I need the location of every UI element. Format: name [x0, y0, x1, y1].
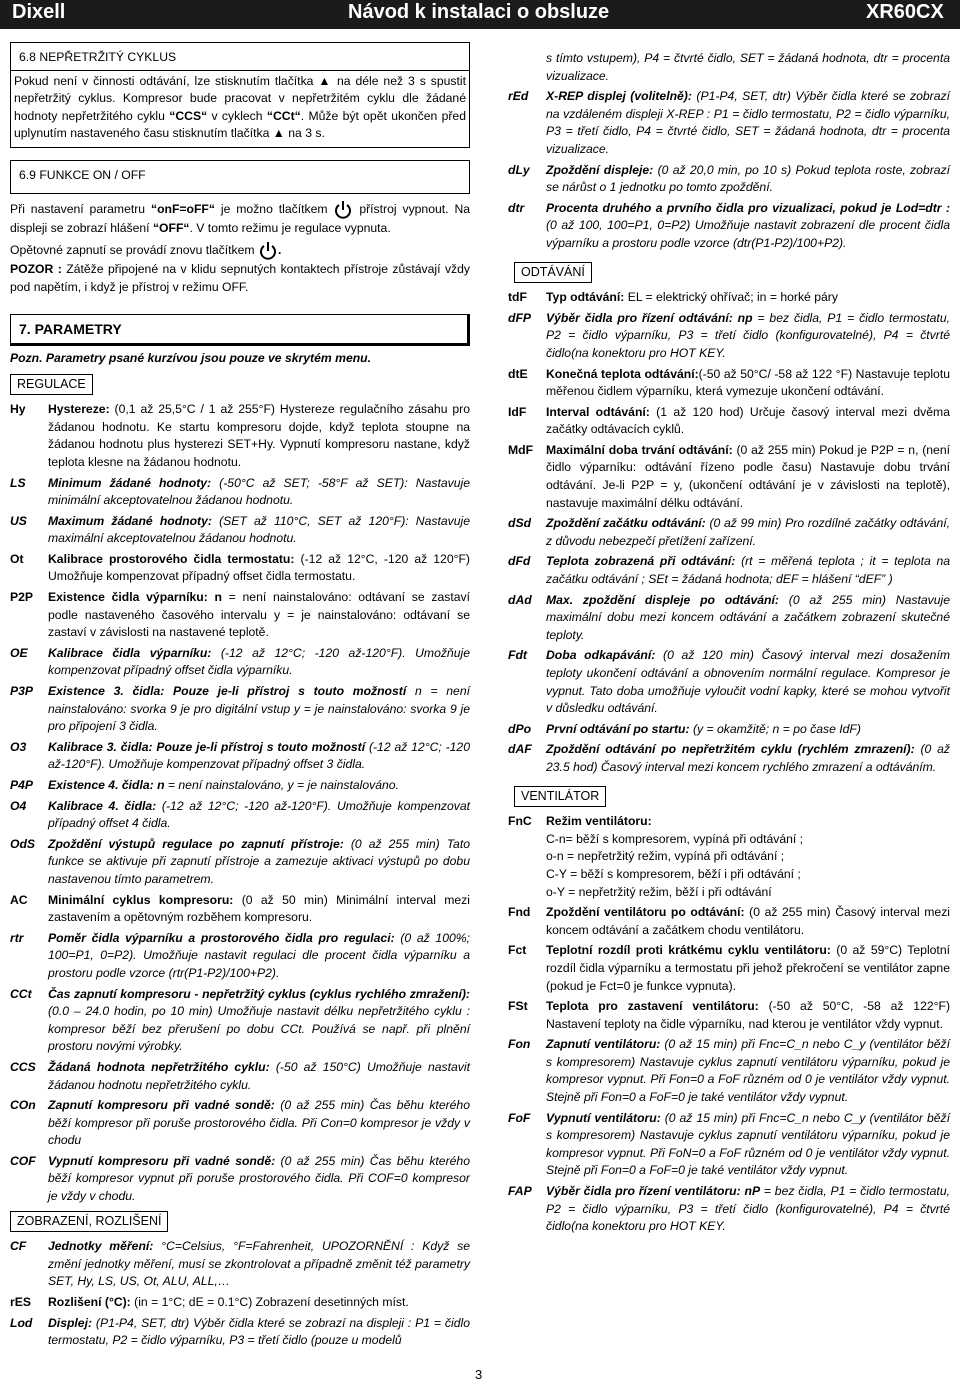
param-code: rEd: [508, 89, 529, 104]
param-label: Minimum žádané hodnoty:: [48, 475, 212, 490]
param-description: s tímto vstupem), P4 = čtvrté čidlo, SET = žádaná hodnota, dtr = procenta vizualizace.: [546, 51, 950, 83]
param-label: Maximální doba trvání odtávání:: [546, 442, 733, 457]
zobrazeni-list: [10, 1238, 470, 1350]
section-7-title: 7. PARAMETRY: [10, 314, 470, 346]
param-code: P3P: [10, 684, 34, 699]
param-description: (-12 až 12°C, -120 až 120°F) Umožňuje kompenzovat případný offset čidla termostatu.: [48, 551, 470, 584]
param-label: Poměr čidla výparníku a prostorového čidla pro regulaci:: [48, 930, 395, 945]
param-label: Zpoždění odtávání po nepřetržitém cyklu (rychlém zmrazení):: [546, 742, 915, 757]
param-code: dFP: [508, 310, 532, 325]
param-description: (rt = měřená teplota ; it = teplota na začátku odtávání ; SEt = žádaná hodnota; dEF = hlášení “dEF” ): [546, 554, 950, 587]
param-code: dtE: [508, 366, 528, 381]
param-code: Ot: [10, 551, 24, 566]
param-code: dPo: [508, 721, 532, 736]
model-name: XR60CX: [866, 1, 944, 23]
param-code: Hy: [10, 402, 26, 417]
param-code: LS: [10, 475, 26, 490]
param-entry: [10, 645, 470, 680]
param-label: Vypnutí kompresoru při vadné sondě:: [48, 1153, 276, 1168]
param-label: Zpoždění začátku odtávání:: [546, 516, 706, 531]
param-entry: [10, 986, 470, 1056]
param-description: n = není nainstalováno: svorka 9 je pro digitální vstup y = je nainstalováno: svorka 9 je pro připojení 3 čidla.: [48, 684, 471, 734]
param-description: (0 až 255 min) Pokud je P2P = n, (není čidlo výparníku: odtávání řízeno podle času) Nastavuje dobu trvání odtávání. Je-li P2P = y, (ukončení odtávání je v závislosti na teplotě), nastavuje maximální délku odtávání.: [546, 442, 950, 510]
param-code: AC: [10, 892, 28, 907]
param-code: US: [10, 513, 27, 528]
param-entry: [10, 513, 470, 548]
param-code: OE: [10, 645, 28, 660]
param-code: IdF: [508, 404, 527, 419]
param-description: EL = elektrický ohřívač; in = horké páry: [624, 290, 838, 305]
param-entry: [508, 366, 950, 401]
param-label: První odtávání po startu:: [546, 721, 690, 736]
param-label: Typ odtávání:: [546, 290, 625, 305]
param-entry: [508, 647, 950, 717]
param-label: Zapnutí ventilátoru:: [546, 1037, 661, 1052]
param-description: (0 až 15 min) při Fnc=C_n nebo C_y (ventilátor běží s kompresorem) Nastavuje cyklus zapnutí ventilátoru výparníku, pokud je kompresor vypnut. Při Fon=0 a FoF různém od 0 je ventilátor vždy vypnut. Stejně při Fon=0 a FoF=0 je také ventilátor vždy vypnut.: [546, 1037, 951, 1105]
param-label: Zpoždění displeje:: [546, 162, 654, 177]
param-entry: [10, 836, 470, 889]
param-label: Kalibrace prostorového čidla termostatu:: [48, 551, 295, 566]
param-label: Konečná teplota odtávání:: [546, 366, 699, 381]
section-6-9-body: Při nastavení parametru “onF=oFF“ je možno tlačítkem přístroj vypnout. Na displeji se zobrazí hlášení “OFF“. V tomto režimu je regulace vypnuta. Opětovné zapnutí se provádí znovu tlačítkem . POZOR : Zátěže připojené na v klidu sepnutých kontaktech přístroje zůstávají vždy pod napětím, i když je přístroj v režimu OFF.: [10, 200, 470, 297]
param-code: FAP: [508, 1184, 532, 1199]
param-description: (0 až 255 min) Čas běhu kterého běží kompresor při poruše prostorového čidla. Při Con=0 kompresor je vždy v chodu: [48, 1098, 470, 1148]
param-label: Kalibrace 4. čidla:: [48, 798, 157, 813]
document-title: Návod k instalaci o obsluze: [348, 1, 610, 23]
regulace-list: [10, 401, 470, 1206]
param-entry: [10, 739, 470, 774]
param-entry: [508, 553, 950, 588]
section-6-9: [10, 160, 470, 194]
param-code: MdF: [508, 442, 534, 457]
param-entry: [10, 892, 470, 927]
param-entry: [508, 404, 950, 439]
param-entry: [508, 200, 950, 253]
param-description: (0,1 až 25,5°C / 1 až 255°F) Hystereze regulačního zásahu pro žádanou hodnotu. Ke startu kompresoru dojde, když teplota stoupne na žádanou hodnotu plus hysterezi SET+Hy. Vypnutí kompresoru nastane, když teplota klesne na žádanou hodnotu.: [48, 402, 470, 469]
param-code: Fon: [508, 1037, 531, 1052]
param-description: (0 až 15 min) při Fnc=C_n nebo C_y (ventilátor běží s kompresorem) Nastavuje cyklus zapnutí ventilátoru výparníku, pokud je kompresor vypnut. Při FoN=0 a FoF různém od 0 je ventilátor vždy vypnut. Stejně při Fon=0 a FoF=0 je také ventilátor vždy vypnut.: [546, 1110, 950, 1178]
param-description: (0 až 255 min) Tato funkce se aktivuje při zapnutí přístroje a zamezuje aktivaci výstupů po dobu nastavenou tímto parametrem.: [48, 836, 470, 886]
right-column: [508, 50, 950, 1239]
param-label: Čas zapnutí kompresoru - nepřetržitý cyklus (cyklus rychlého zmražení):: [48, 986, 470, 1001]
param-code: FoF: [508, 1110, 531, 1125]
param-code: tdF: [508, 290, 527, 305]
param-label: Existence čidla výparníku: n: [48, 590, 222, 605]
parameters-note: Pozn. Parametry psané kurzívou jsou pouze ve skrytém menu.: [10, 350, 372, 365]
param-label: Žádaná hodnota nepřetržitého cyklu:: [48, 1059, 270, 1074]
param-code: Fct: [508, 943, 527, 958]
param-label: Hystereze:: [48, 402, 110, 417]
param-code: dtr: [508, 200, 525, 215]
param-label: Teplota zobrazená při odtávání:: [546, 554, 736, 569]
param-code: COF: [10, 1153, 36, 1168]
param-code: rES: [10, 1295, 32, 1310]
odtavani-heading: ODTÁVÁNÍ: [514, 262, 592, 284]
param-label: Teplotní rozdíl proti krátkému cyklu ventilátoru:: [546, 943, 831, 958]
param-entry: [508, 1183, 950, 1236]
brand-name: Dixell: [12, 1, 66, 23]
param-entry: [508, 592, 950, 645]
param-entry: [508, 1110, 950, 1180]
param-entry: [10, 589, 470, 642]
regulace-heading: REGULACE: [10, 374, 93, 396]
param-entry: [508, 442, 950, 512]
param-entry: [508, 741, 950, 776]
param-description: = není nainstalováno, y = je nainstalováno.: [164, 778, 399, 792]
param-entry: [508, 998, 950, 1033]
param-label: Zapnutí kompresoru při vadné sondě:: [48, 1098, 275, 1113]
param-label: Existence 4. čidla: n: [48, 778, 165, 792]
param-code: dLy: [508, 162, 530, 177]
param-entry: [10, 401, 470, 471]
param-entry: [10, 1153, 470, 1206]
param-label: Minimální cyklus kompresoru:: [48, 892, 234, 907]
ventilator-heading: VENTILÁTOR: [514, 786, 606, 808]
param-entry: [508, 162, 950, 197]
param-entry-fnc: FnC Režim ventilátoru: C-n= běží s kompresorem, vypíná při odtávání ; o-n = nepřetržitý režim, vypíná při odtávání ; C-Y = běží s kompresorem, běží i při odtávání ; o-Y = nepřetržitý režim, běží i při odtávání: [508, 814, 804, 899]
param-entry: [10, 1294, 470, 1312]
param-entry: [10, 1315, 470, 1350]
param-code: CCt: [10, 986, 32, 1001]
param-entry: [10, 1238, 470, 1291]
param-description: (0.0 – 24.0 hodin, po 10 min) Umožňuje nastavit délku nepřetržitého cyklu : kompresor běží bez přerušení po dobu CCt. Používá se např. při plnění prostoru novými výrobky.: [48, 1004, 470, 1054]
param-code: CCS: [10, 1059, 36, 1074]
ventilator-list: [508, 904, 950, 1236]
param-label: Maximum žádané hodnoty:: [48, 513, 212, 528]
param-code: Fnd: [508, 905, 531, 920]
param-description: (-50°C až SET; -58°F až SET): Nastavuje minimální akceptovatelnou žádanou hodnotu.: [48, 475, 470, 508]
param-label: Max. zpoždění displeje po odtávání:: [546, 592, 779, 607]
param-description: (-12 až 12°C; -120 až-120°F). Umožňuje kompenzovat případný offset 4 čidla.: [48, 798, 470, 831]
param-entry: [508, 721, 950, 739]
param-label: Displej:: [48, 1315, 93, 1330]
param-entry: [508, 1036, 950, 1106]
param-entry: [508, 904, 950, 939]
param-code: dSd: [508, 516, 532, 531]
param-entry: [10, 475, 470, 510]
param-label: Výběr čidla pro řízení odtávání: np: [546, 310, 753, 325]
param-label: Rozlišení (°C):: [48, 1295, 131, 1310]
param-label: Existence 3. čidla: Pouze je-li přístroj s touto možností: [48, 684, 407, 699]
param-entry: [508, 50, 950, 85]
param-description: (y = okamžitě; n = po čase IdF): [689, 721, 861, 736]
param-description: (in = 1°C; dE = 0.1°C) Zobrazení desetinných míst.: [130, 1295, 409, 1310]
param-description: (-50 až 150°C) Umožňuje nastavit žádanou hodnotu nepřetržitého cyklu.: [48, 1059, 470, 1092]
param-entry: [508, 289, 950, 307]
page-number: 3: [475, 1367, 483, 1382]
param-description: (0 až 23.5 hod) Časový interval mezi koncem rychlého zmrazení a odtáváním.: [546, 742, 951, 774]
param-entry: [10, 1059, 470, 1094]
param-code: rtr: [10, 930, 24, 945]
param-description: (0 až 59°C) Teplotní rozdíl čidla výparníku a termostatu při jehož překročení se ventilátor zapne (pokud je Fct=0 je funkce vypnuta).: [546, 943, 950, 993]
param-entry: [508, 88, 950, 158]
param-description: (0 až 99 min) Pro rozdílné začátky odtávání, z důvodu nebezpečí přetížení zařízení.: [546, 516, 950, 548]
zobrazeni-heading: ZOBRAZENÍ, ROZLIŠENÍ: [10, 1211, 168, 1233]
param-description: (-50 až 50°C, -58 až 122°F) Nastavení teploty na čidle výparníku, nad kterou je ventilátor vždy vypnut.: [546, 999, 950, 1031]
param-description: °C=Celsius, °F=Fahrenheit, UPOZORNĚNÍ : Když se změní jednotky měření, musí se zkontrolovat a případně změnit též parametry SET, Hy, LS, US, Ot, ALU, ALL,…: [48, 1239, 470, 1289]
param-description: (0 až 255 min) Nastavuje maximální dobu mezi koncem odtávání a začátkem zobrazení skutečné teploty.: [546, 592, 950, 642]
param-label: Teplota pro zastavení ventilátoru:: [546, 999, 759, 1014]
param-description: (0 až 255 min) Čas běhu kterého běží kompresor vypnut při poruše prostorového čidla. Při COF=0 kompresor je vždy v chodu.: [48, 1153, 470, 1204]
param-code: dAF: [508, 742, 532, 757]
param-label: Kalibrace 3. čidla: Pouze je-li přístroj s touto možností: [48, 739, 366, 754]
odtavani-list: [508, 289, 950, 776]
power-icon: [333, 200, 353, 220]
param-description: (-12 až 12°C; -120 až-120°F). Umožňuje kompenzovat případný offset čidla výparníku.: [48, 645, 470, 678]
section-6-8-title: 6.8 NEPŘETRŽITÝ CYKLUS: [19, 50, 177, 64]
param-code: P4P: [10, 778, 34, 792]
param-description: (0 až 100%; 100=P1, 0=P2). Umožňuje nastavit regulaci dle procent čidla výparníku a prostoru podle vzorce (rtr(P1-P2)/100+P2).: [48, 930, 470, 980]
param-code: FSt: [508, 999, 528, 1014]
param-label: Jednotky měření:: [48, 1239, 154, 1254]
param-label: Doba odkapávání:: [546, 648, 656, 663]
param-description: (0 až 50 min) Minimální interval mezi zastavením a opětovným rozběhem kompresoru.: [48, 892, 470, 925]
param-description: (P1-P4, SET, dtr) Výběr čidla které se zobrazí na displeji : P1 = čidlo termostatu, P2 = čidlo výparníku, P3 = třetí čidlo (pouze u modelů: [48, 1315, 470, 1348]
left-column: [10, 42, 470, 1353]
param-label: Vypnutí ventilátoru:: [546, 1110, 661, 1125]
page-header: [0, 0, 960, 29]
param-code: O3: [10, 739, 27, 754]
param-description: (0 až 120 min) Časový interval mezi dosažením teploty ukončení odtávání a obnovením normální regulace. Kompresor je vypnut. Tato doba umožňuje vyloučit vodní kapky, které se mohou vytvořit v důsledku odtávání.: [546, 648, 950, 716]
param-code: CF: [10, 1239, 27, 1254]
param-code: O4: [10, 798, 27, 813]
param-code: dAd: [508, 592, 532, 607]
param-label: Procenta druhého a prvního čidla pro vizualizaci, pokud je Lod=dtr :: [546, 200, 950, 215]
param-label: Kalibrace čidla výparníku:: [48, 645, 212, 660]
power-icon: [258, 241, 278, 261]
param-entry: [508, 942, 950, 995]
up-arrow-icon: ▲: [318, 73, 333, 88]
param-label: Zpoždění výstupů regulace po zapnutí přístroje:: [48, 836, 344, 851]
param-description: (0 až 20,0 min, po 10 s) Pokud teplota roste, zobrazí se nárůst o 1 jednotku po tomto zpoždění.: [546, 162, 951, 195]
section-6-9-title: 6.9 FUNKCE ON / OFF: [19, 167, 146, 182]
param-code: Fdt: [508, 648, 527, 663]
param-code: dFd: [508, 554, 531, 569]
param-code: Lod: [10, 1315, 33, 1330]
param-entry: [10, 1097, 470, 1150]
section-6-8: [10, 42, 470, 148]
param-code: OdS: [10, 836, 36, 851]
param-entry: [10, 930, 470, 983]
param-description: (P1-P4, SET, dtr) Výběr čidla které se zobrazí na vzdáleném displeji X-REP : P1 = čidlo termostatu, P2 = čidlo výparníku, P3 = třetí čidlo, P4 = čtvrté čidlo, SET = žádaná hodnota, dtr = procenta vizualizace.: [546, 89, 950, 156]
param-label: Výběr čidla pro řízení ventilátoru: nP: [546, 1184, 761, 1199]
param-entry: [10, 683, 470, 736]
param-description: (1 až 120 hod) Určuje časový interval mezi dvěma začátky odtávacích cyklů.: [546, 404, 950, 437]
param-description: (0 až 100, 100=P1, 0=P2) Umožňuje nastavit zobrazení dle procent čidla výparníku a prostoru podle vzorce (dtr(P1-P2)/100+P2).: [546, 218, 950, 250]
param-code: COn: [10, 1098, 36, 1113]
param-label: Zpoždění ventilátoru po odtávání:: [546, 905, 745, 920]
param-entry: [10, 777, 470, 795]
display-params-list: [508, 50, 950, 253]
param-code: [508, 50, 546, 85]
param-description: (0 až 255 min) Časový interval mezi koncem odtávání a začátkem chodu ventilátoru.: [546, 905, 951, 937]
param-entry: [508, 310, 950, 363]
param-entry: [10, 551, 470, 586]
param-label: X-REP displej (volitelně):: [546, 89, 692, 104]
param-description: = bez čidla, P1 = čidlo termostatu, P2 = čidlo výparníku, P3 = třetí čidlo (konfigurovatelné), P4 = čtvrté čidlo(na konektoru pro HOT KEY.: [546, 310, 950, 360]
param-description: = není nainstalováno: odtávaní se zastaví podle nastaveného časového intervalu y = je nainstalováno: odtávaní se zastaví v závislosti na nastavené teplotě.: [48, 590, 470, 640]
param-entry: [508, 515, 950, 550]
param-label: Interval odtávání:: [546, 404, 650, 419]
up-arrow-icon: ▲: [272, 126, 285, 141]
section-6-8-body: Pokud není v činnosti odtávání, lze stisknutím tlačítka ▲ na déle než 3 s spustit nepřetržitý cyklus. Kompresor bude pracovat v nepřetržitém cyklu dle žádané hodnoty nepřetržitého cyklu “CCS“ v cyklech “CCt“. Může být opět ukončen před uplynutím nastaveného času stisknutím tlačítka ▲ na 3 s.: [11, 70, 469, 147]
param-description: (-12 až 12°C; -120 až-120°F). Umožňuje kompenzovat případný offset 3 čidla.: [48, 739, 470, 772]
param-description: (SET až 110°C, SET až 120°F): Nastavuje maximální akceptovatelnou žádanou hodnotu.: [48, 513, 470, 546]
param-code: P2P: [10, 590, 34, 605]
param-description: = bez čidla, P1 = čidlo termostatu, P2 = čidlo výparníku, P3 = třetí čidlo (konfigurovatelné), P4 = čtvrté čidlo(na konektoru pro HOT KEY.: [546, 1184, 950, 1234]
param-entry: [10, 798, 470, 833]
param-description: (-50 až 50°C/ -58 až 122 °F) Nastavuje teplotu měřenou čidlem výparníku, která vymezuje ukončení odtávání.: [546, 366, 950, 399]
